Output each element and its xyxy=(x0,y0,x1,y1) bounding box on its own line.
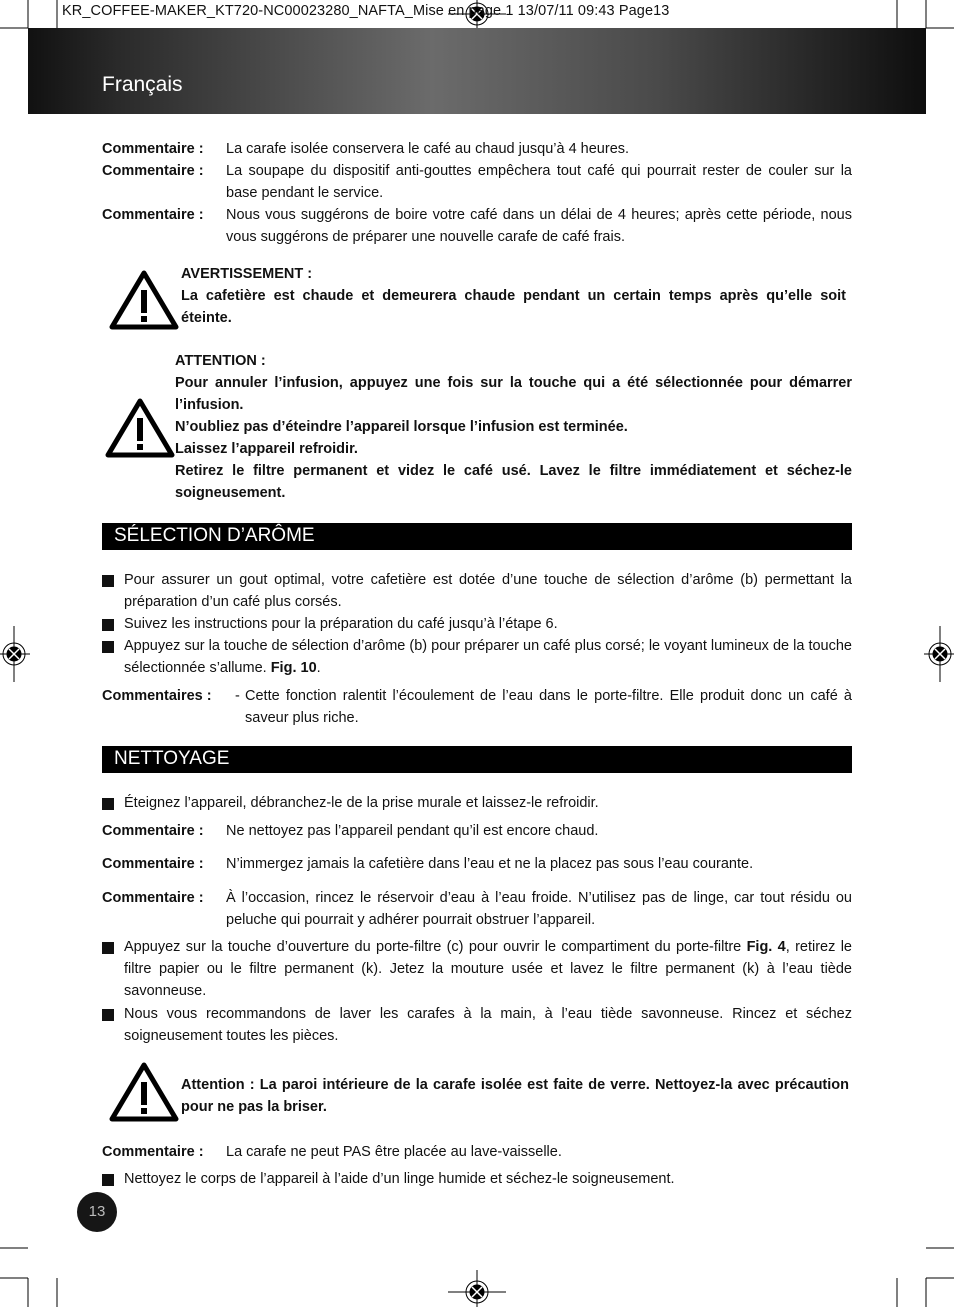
print-header-line: KR_COFFEE-MAKER_KT720-NC00023280_NAFTA_Mise en page 1 13/07/11 09:43 Page13 xyxy=(62,3,670,19)
comment-label: Commentaire : xyxy=(102,207,204,223)
bullet-text-part: Appuyez sur la touche d’ouverture du porte-filtre (c) pour ouvrir le compartiment du porte-filtre xyxy=(124,939,747,955)
bullet-item xyxy=(102,1168,852,1190)
bullet-text: Nous vous recommandons de laver les carafes à la main, à l’eau tiède savonneuse. Rincez et séchez soigneusement toutes les pièces. xyxy=(124,1006,852,1044)
comment-item xyxy=(102,887,852,931)
bullet-item xyxy=(102,569,852,613)
bullet-square-icon xyxy=(102,1009,114,1021)
figure-reference: Fig. 4 xyxy=(746,939,786,955)
comment-item xyxy=(102,1141,852,1163)
bullet-text: Suivez les instructions pour la préparation du café jusqu’à l’étape 6. xyxy=(124,616,558,632)
comment-item xyxy=(102,820,852,842)
bullet-item xyxy=(102,1003,852,1047)
comment-item xyxy=(102,853,852,875)
warning-triangle-icon xyxy=(109,270,179,330)
bullet-square-icon xyxy=(102,942,114,954)
bullet-text-part: Appuyez sur la touche de sélection d’arôme (b) pour préparer un café plus corsé; le voyant lumineux de la touche sélectionnée s’allume. xyxy=(124,638,852,676)
comment-label: Commentaire : xyxy=(102,823,204,839)
comments-dash: - xyxy=(235,688,240,704)
bullet-text-part: . xyxy=(316,660,321,676)
figure-reference: Fig. 10 xyxy=(270,660,317,676)
bullet-text xyxy=(124,635,852,679)
attention-line: N’oubliez pas d’éteindre l’appareil lorsque l’infusion est terminée. xyxy=(175,419,628,435)
bullet-text xyxy=(124,936,852,1002)
comment-label: Commentaire : xyxy=(102,856,204,872)
section-title: NETTOYAGE xyxy=(114,748,230,769)
comments-item xyxy=(102,685,852,729)
comment-text: Ne nettoyez pas l’appareil pendant qu’il est encore chaud. xyxy=(226,823,599,839)
comment-item xyxy=(102,160,852,204)
attention-line: Laissez l’appareil refroidir. xyxy=(175,441,358,457)
warning-block xyxy=(181,263,846,329)
bullet-text: Éteignez l’appareil, débranchez-le de la prise murale et laissez-le refroidir. xyxy=(124,795,599,811)
bullet-item xyxy=(102,792,852,814)
page-number: 13 xyxy=(77,1192,117,1232)
comment-label: Commentaire : xyxy=(102,890,204,906)
bullet-square-icon xyxy=(102,1174,114,1186)
bullet-square-icon xyxy=(102,619,114,631)
comment-label: Commentaire : xyxy=(102,163,204,179)
section-heading-cleaning xyxy=(102,746,852,773)
comment-text: La carafe ne peut PAS être placée au lave-vaisselle. xyxy=(226,1144,562,1160)
bullet-item xyxy=(102,613,852,635)
warning-title: AVERTISSEMENT : xyxy=(181,266,313,282)
comment-label: Commentaire : xyxy=(102,141,204,157)
bullet-text: Pour assurer un gout optimal, votre cafetière est dotée d’une touche de sélection d’arôme (b) permettant la préparation d’un café plus corsés. xyxy=(124,572,852,610)
bullet-square-icon xyxy=(102,575,114,587)
warning-triangle-icon xyxy=(109,1062,179,1122)
section-title: SÉLECTION D’ARÔME xyxy=(114,525,315,546)
warning-triangle-icon xyxy=(105,398,175,458)
comment-text: À l’occasion, rincez le réservoir d’eau à l’eau froide. N’utilisez pas de linge, car tout résidu ou peluche qui pourrait y adhérer pourrait obstruer l’appareil. xyxy=(226,890,852,928)
bullet-item xyxy=(102,635,852,679)
comment-text: Nous vous suggérons de boire votre café dans un délai de 4 heures; après cette période, nous vous suggérons de préparer une nouvelle carafe de café frais. xyxy=(226,207,852,245)
section-heading-aroma xyxy=(102,523,852,550)
bullet-text: Nettoyez le corps de l’appareil à l’aide d’un linge humide et séchez-le soigneusement. xyxy=(124,1171,675,1187)
attention-block xyxy=(175,350,852,504)
warning-text: La cafetière est chaude et demeurera chaude pendant un certain temps après qu’elle soit éteinte. xyxy=(181,288,846,326)
comments-text: Cette fonction ralentit l’écoulement de l’eau dans le porte-filtre. Elle produit donc un café à saveur plus riche. xyxy=(245,688,852,726)
language-banner xyxy=(28,28,926,114)
comments-label: Commentaires : xyxy=(102,688,212,704)
bullet-square-icon xyxy=(102,641,114,653)
attention-line: Retirez le filtre permanent et videz le café usé. Lavez le filtre immédiatement et séchez-le soigneusement. xyxy=(175,463,852,501)
registration-mark-left xyxy=(0,626,30,682)
comment-label: Commentaire : xyxy=(102,1144,204,1160)
comment-text: La soupape du dispositif anti-gouttes empêchera tout café qui pourrait rester de couler sur la base pendant le service. xyxy=(226,163,852,201)
language-label: Français xyxy=(102,73,183,96)
bullet-text-part: , retirez le filtre papier ou le filtre permanent (k). Jetez la mouture usée et lavez le filtre permanent (k) à l’eau tiède savonneuse. xyxy=(124,939,852,999)
comment-text: La carafe isolée conservera le café au chaud jusqu’à 4 heures. xyxy=(226,141,630,157)
comment-text: N’immergez jamais la cafetière dans l’eau et ne la placez pas sous l’eau courante. xyxy=(226,856,754,872)
comment-item xyxy=(102,138,852,160)
attention-title: ATTENTION : xyxy=(175,353,266,369)
registration-mark-right xyxy=(924,626,954,682)
glass-attention-text: Attention : La paroi intérieure de la carafe isolée est faite de verre. Nettoyez-la avec précaution pour ne pas la briser. xyxy=(181,1077,849,1115)
bullet-square-icon xyxy=(102,798,114,810)
bullet-item xyxy=(102,936,852,1002)
registration-mark-bottom xyxy=(448,1270,506,1307)
comment-item xyxy=(102,204,852,248)
attention-line: Pour annuler l’infusion, appuyez une fois sur la touche qui a été sélectionnée pour démarrer l’infusion. xyxy=(175,375,852,413)
